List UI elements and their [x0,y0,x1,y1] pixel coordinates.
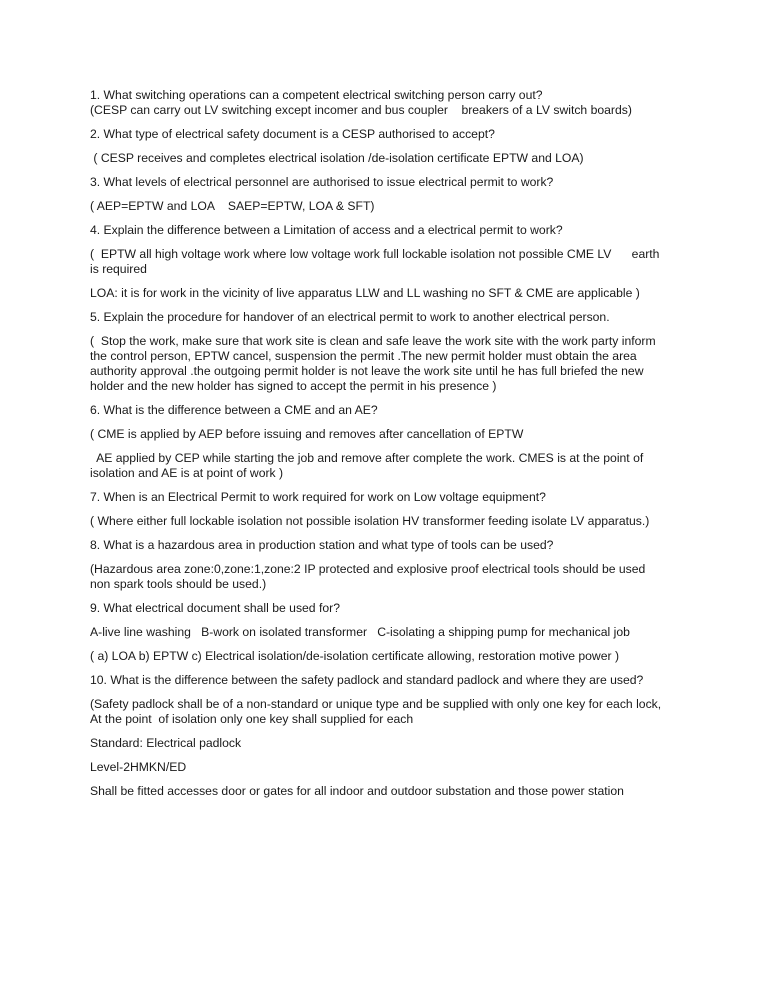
text-line: isolation and AE is at point of work ) [90,466,284,480]
text-line: Standard: Electrical padlock [90,736,242,750]
text-line: AE applied by CEP while starting the job and remove after complete the work. CMES is at the point of [90,451,644,465]
text-line: the control person, EPTW cancel, suspension the permit .The new permit holder must obtain the area [90,349,637,363]
text-line: 10. What is the difference between the safety padlock and standard padlock and where they are used? [90,673,644,687]
text-line: ( a) LOA b) EPTW c) Electrical isolation/de-isolation certificate allowing, restoration motive power ) [90,649,620,663]
text-line: 1. What switching operations can a competent electrical switching person carry out? [90,88,543,102]
paragraph [90,538,690,553]
text-line: is required [90,262,147,276]
text-line: (Hazardous area zone:0,zone:1,zone:2 IP protected and explosive proof electrical tools should be used [90,562,646,576]
text-line: A-live line washing B-work on isolated transformer C-isolating a shipping pump for mechanical job [90,625,630,639]
paragraph [90,697,690,727]
paragraph [90,151,690,166]
text-line: 9. What electrical document shall be used for? [90,601,340,615]
paragraph [90,223,690,238]
paragraph [90,760,690,775]
text-line: 4. Explain the difference between a Limitation of access and a electrical permit to work? [90,223,563,237]
paragraph [90,625,690,640]
text-line: ( CME is applied by AEP before issuing and removes after cancellation of EPTW [90,427,524,441]
text-line: ( Where either full lockable isolation not possible isolation HV transformer feeding isolate LV apparatus.) [90,514,650,528]
text-line: 2. What type of electrical safety document is a CESP authorised to accept? [90,127,495,141]
paragraph [90,601,690,616]
text-line: ( EPTW all high voltage work where low voltage work full lockable isolation not possible CME LV earth [90,247,660,261]
paragraph [90,427,690,442]
paragraph [90,784,690,799]
text-line: non spark tools should be used.) [90,577,267,591]
text-line: 8. What is a hazardous area in production station and what type of tools can be used? [90,538,554,552]
paragraph [90,175,690,190]
paragraph [90,562,690,592]
document-page [90,88,690,808]
paragraph [90,673,690,688]
text-line: Level-2HMKN/ED [90,760,187,774]
paragraph [90,403,690,418]
text-line: ( AEP=EPTW and LOA SAEP=EPTW, LOA & SFT) [90,199,375,213]
text-line: Shall be fitted accesses door or gates for all indoor and outdoor substation and those power station [90,784,624,798]
text-line: (Safety padlock shall be of a non-standard or unique type and be supplied with only one key for each lock, [90,697,662,711]
text-line: ( CESP receives and completes electrical isolation /de-isolation certificate EPTW and LOA) [90,151,584,165]
paragraph [90,286,690,301]
paragraph [90,649,690,664]
text-line: At the point of isolation only one key shall supplied for each [90,712,414,726]
text-line: 3. What levels of electrical personnel are authorised to issue electrical permit to work? [90,175,554,189]
paragraph [90,490,690,505]
text-line: 5. Explain the procedure for handover of an electrical permit to work to another electrical person. [90,310,610,324]
paragraph [90,736,690,751]
paragraph [90,334,690,394]
text-line: holder and the new holder has signed to accept the permit in his presence ) [90,379,497,393]
text-line: (CESP can carry out LV switching except incomer and bus coupler breakers of a LV switch boards) [90,103,632,117]
text-line: LOA: it is for work in the vicinity of live apparatus LLW and LL washing no SFT & CME are applicable ) [90,286,640,300]
paragraph [90,451,690,481]
text-line: 7. When is an Electrical Permit to work required for work on Low voltage equipment? [90,490,546,504]
paragraph [90,310,690,325]
document-body [90,88,690,799]
paragraph [90,514,690,529]
paragraph [90,127,690,142]
paragraph [90,88,690,118]
text-line: ( Stop the work, make sure that work site is clean and safe leave the work site with the work party inform [90,334,656,348]
paragraph [90,199,690,214]
text-line: authority approval .the outgoing permit holder is not leave the work site until he has full briefed the new [90,364,644,378]
text-line: 6. What is the difference between a CME and an AE? [90,403,378,417]
paragraph [90,247,690,277]
